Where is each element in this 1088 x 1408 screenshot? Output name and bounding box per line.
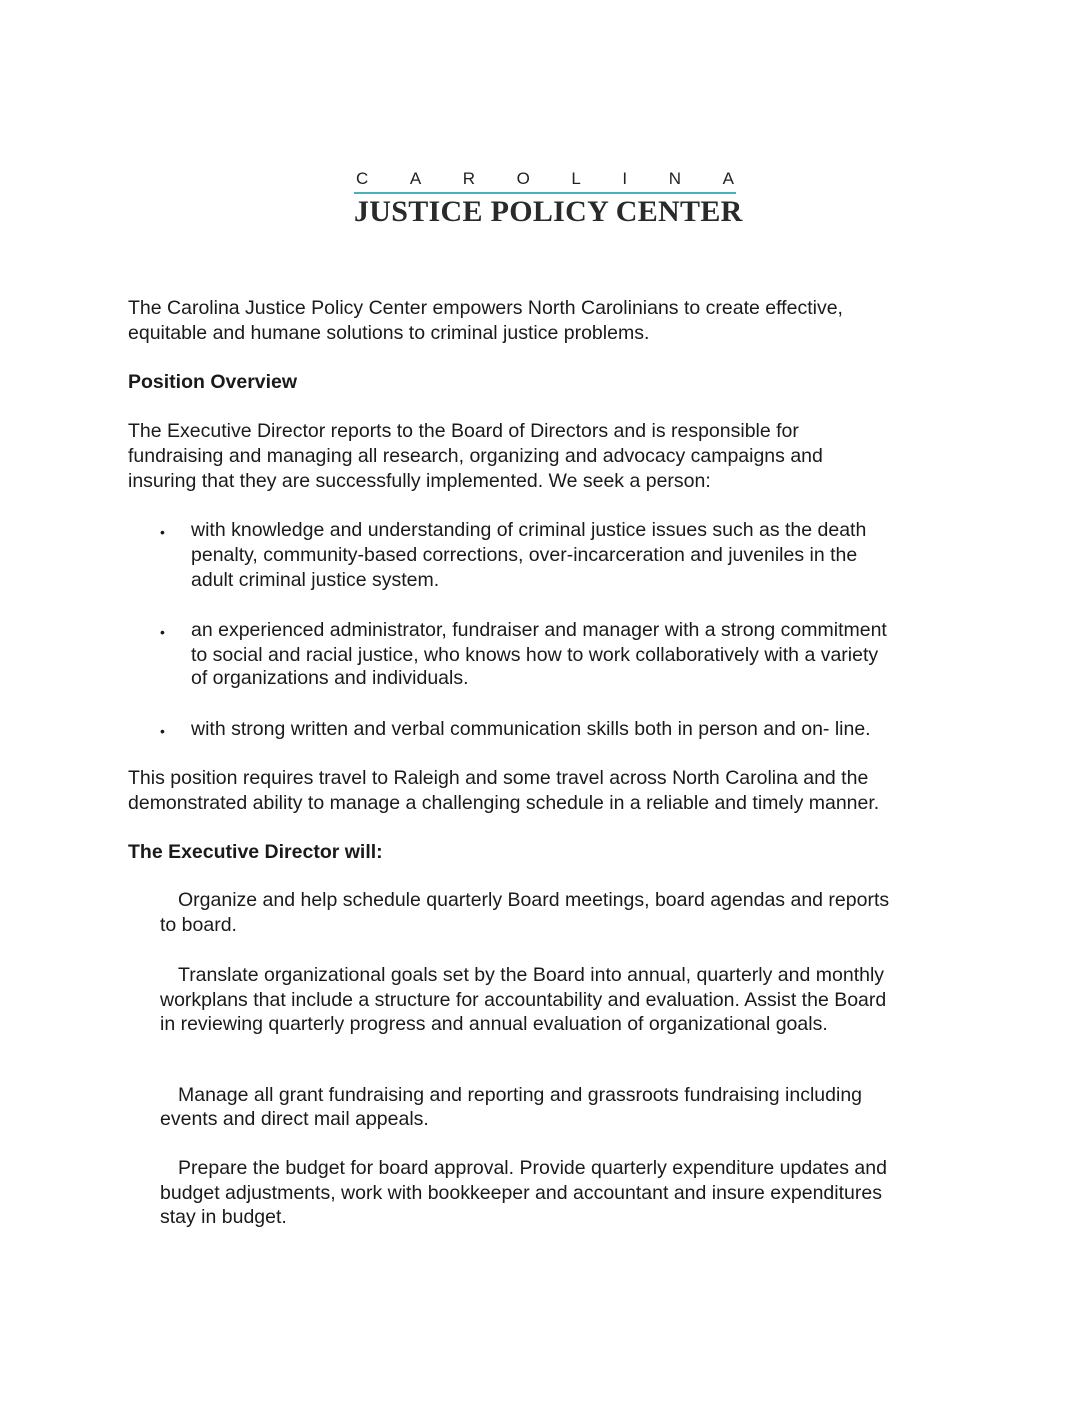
duty-line: Organize and help schedule quarterly Board meetings, board agendas and reports xyxy=(178,889,890,911)
duty-line: Prepare the budget for board approval. Provide quarterly expenditure updates and xyxy=(178,1157,887,1179)
logo-title: JUSTICE POLICY CENTER xyxy=(354,195,743,228)
bullet-marker: • xyxy=(160,723,165,739)
logo-letter: A xyxy=(722,169,734,188)
travel-paragraph-line: This position requires travel to Raleigh and some travel across North Carolina and the xyxy=(128,767,869,789)
intro-line: The Carolina Justice Policy Center empowers North Carolinians to create effective, xyxy=(128,297,843,319)
duty-line: Manage all grant fundraising and reporting and grassroots fundraising including xyxy=(178,1084,863,1106)
duty-line: to board. xyxy=(160,914,237,936)
duty-line: in reviewing quarterly progress and annual evaluation of organizational goals. xyxy=(160,1013,828,1035)
bullet-marker: • xyxy=(160,624,165,640)
bullet-line: an experienced administrator, fundraiser and manager with a strong commitment xyxy=(191,619,887,641)
logo-carolina-letters xyxy=(354,168,736,190)
logo-letter: N xyxy=(668,169,681,188)
bullet-line: of organizations and individuals. xyxy=(191,667,469,689)
duty-line: budget adjustments, work with bookkeeper and accountant and insure expenditures xyxy=(160,1182,882,1204)
bullet-line: penalty, community-based corrections, over-incarceration and juveniles in the xyxy=(191,544,858,566)
bullet-marker: • xyxy=(160,524,165,540)
duty-line: events and direct mail appeals. xyxy=(160,1108,429,1130)
bullet-line: to social and racial justice, who knows how to work collaboratively with a variety xyxy=(191,644,879,666)
logo-letter: A xyxy=(409,169,422,188)
travel-paragraph-line: demonstrated ability to manage a challenging schedule in a reliable and timely manner. xyxy=(128,792,880,814)
logo-letter: C xyxy=(356,169,369,188)
logo-letter: I xyxy=(622,169,628,188)
bullet-line: with knowledge and understanding of criminal justice issues such as the death xyxy=(191,519,867,541)
logo-letter: O xyxy=(516,169,530,188)
logo-letter: R xyxy=(462,169,476,188)
logo-divider xyxy=(354,192,736,194)
intro-line: equitable and humane solutions to criminal justice problems. xyxy=(128,322,650,344)
duty-line: workplans that include a structure for accountability and evaluation. Assist the Board xyxy=(160,989,887,1011)
duties-heading: The Executive Director will: xyxy=(128,841,383,863)
overview-paragraph-line: insuring that they are successfully implemented. We seek a person: xyxy=(128,470,711,492)
duty-line: stay in budget. xyxy=(160,1206,287,1228)
duty-line: Translate organizational goals set by the Board into annual, quarterly and monthly xyxy=(178,964,885,986)
position-overview-heading: Position Overview xyxy=(128,371,298,393)
bullet-line: with strong written and verbal communication skills both in person and on- line. xyxy=(191,718,871,740)
overview-paragraph-line: The Executive Director reports to the Board of Directors and is responsible for xyxy=(128,420,799,442)
overview-paragraph-line: fundraising and managing all research, organizing and advocacy campaigns and xyxy=(128,445,823,467)
logo-letter: L xyxy=(571,169,581,188)
organization-logo xyxy=(354,168,743,228)
bullet-line: adult criminal justice system. xyxy=(191,569,440,591)
